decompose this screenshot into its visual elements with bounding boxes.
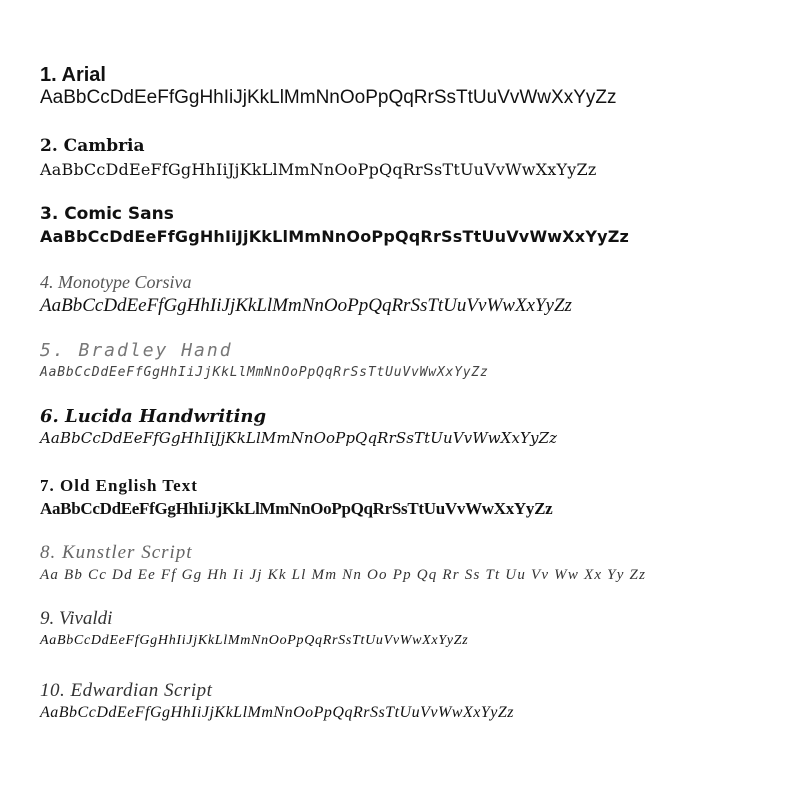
font-alphabet-sample: AaBbCcDdEeFfGgHhIiJjKkLlMmNnOoPpQqRrSsTtUuVvWwXxYyZz	[40, 87, 617, 108]
font-alphabet-sample: AaBbCcDdEeFfGgHhIiJjKkLlMmNnOoPpQqRrSsTtUuVvWwXxYyZz	[40, 295, 572, 316]
font-title: 3. Comic Sans	[40, 204, 174, 224]
font-entry-vivaldi	[40, 608, 760, 649]
font-title: 2. Cambria	[40, 136, 145, 156]
font-title: 4. Monotype Corsiva	[40, 272, 192, 292]
font-title: 5. Bradley Hand	[40, 340, 233, 361]
font-title: 8. Kunstler Script	[40, 542, 193, 563]
font-title: 7. Old English Text	[40, 476, 198, 495]
font-alphabet-sample: AaBbCcDdEeFfGgHhIiJjKkLlMmNnOoPpQqRrSsTtUuVvWwXxYyZz	[40, 429, 558, 447]
font-alphabet-sample: AaBbCcDdEeFfGgHhIiJjKkLlMmNnOoPpQqRrSsTtUuVvWwXxYyZz	[40, 499, 553, 518]
font-title: 9. Vivaldi	[40, 608, 113, 629]
font-entry-lucida-handwriting	[40, 406, 760, 447]
font-alphabet-sample: AaBbCcDdEeFfGgHhIiJjKkLlMmNnOoPpQqRrSsTtUuVvWwXxYyZz	[40, 160, 597, 179]
font-entry-monotype-corsiva	[40, 272, 760, 317]
font-alphabet-sample: AaBbCcDdEeFfGgHhIiJjKkLlMmNnOoPpQqRrSsTtUuVvWwXxYyZz	[40, 365, 489, 380]
font-entry-cambria	[40, 136, 760, 179]
font-title: 1. Arial	[40, 64, 106, 86]
font-entry-kunstler-script	[40, 542, 760, 584]
font-alphabet-sample: AaBbCcDdEeFfGgHhIiJjKkLlMmNnOoPpQqRrSsTtUuVvWwXxYyZz	[40, 704, 514, 721]
font-title: 10. Edwardian Script	[40, 680, 213, 701]
font-entry-bradley-hand	[40, 340, 760, 380]
font-entry-arial	[40, 64, 760, 109]
font-alphabet-sample: Aa Bb Cc Dd Ee Ff Gg Hh Ii Jj Kk Ll Mm Nn Oo Pp Qq Rr Ss Tt Uu Vv Ww Xx Yy Zz	[40, 567, 647, 583]
font-entry-edwardian-script	[40, 680, 760, 722]
font-entry-comic-sans	[40, 204, 760, 246]
font-alphabet-sample: AaBbCcDdEeFfGgHhIiJjKkLlMmNnOoPpQqRrSsTtUuVvWwXxYyZz	[40, 227, 630, 246]
font-title: 6. Lucida Handwriting	[40, 406, 267, 427]
font-alphabet-sample: AaBbCcDdEeFfGgHhIiJjKkLlMmNnOoPpQqRrSsTtUuVvWwXxYyZz	[40, 633, 469, 648]
font-entry-old-english-text	[40, 476, 760, 519]
